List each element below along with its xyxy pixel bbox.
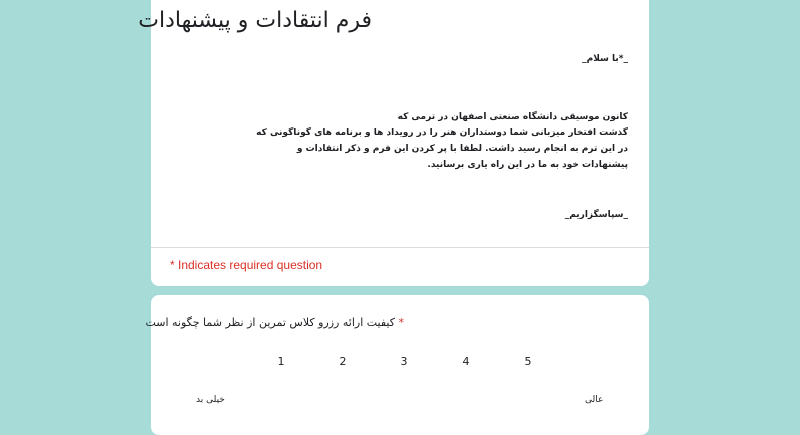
- description-line: پیشنهادات خود به ما در این راه یاری برسانید.: [427, 160, 628, 170]
- description-line: گذشت افتخار میزبانی شما دوستداران هنر را در رویداد ها و برنامه های گوناگونی که: [256, 128, 628, 138]
- scale-high-label: عالی: [585, 395, 604, 405]
- question-card: [145, 295, 649, 435]
- scale-option-1[interactable]: 1: [277, 355, 285, 368]
- required-question-note: * Indicates required question: [170, 258, 323, 272]
- description-line: کانون موسیقی دانشگاه صنعتی اصفهان در ترمی که: [397, 112, 628, 122]
- header-divider: [151, 247, 649, 248]
- scale-option-4[interactable]: 4: [462, 355, 470, 368]
- form-thanks: _سپاسگزاریم_: [564, 210, 628, 220]
- scale-low-label: خیلی بد: [196, 395, 225, 405]
- form-header-card: [138, 0, 649, 286]
- question-title: [145, 316, 404, 329]
- scale-option-3[interactable]: 3: [400, 355, 408, 368]
- required-star: *: [398, 316, 404, 329]
- form-title: فرم انتقادات و پیشنهادات: [138, 8, 372, 33]
- scale-option-2[interactable]: 2: [339, 355, 347, 368]
- description-line: در این ترم به انجام رسید داشت. لطفا با پر کردن این فرم و ذکر انتقادات و: [296, 144, 628, 154]
- form-description: [256, 109, 628, 173]
- question-text: کیفیت ارائه رزرو کلاس تمرین از نظر شما چگونه است: [145, 316, 395, 329]
- scale-option-5[interactable]: 5: [524, 355, 532, 368]
- form-greeting: _*با سلام_: [582, 54, 628, 64]
